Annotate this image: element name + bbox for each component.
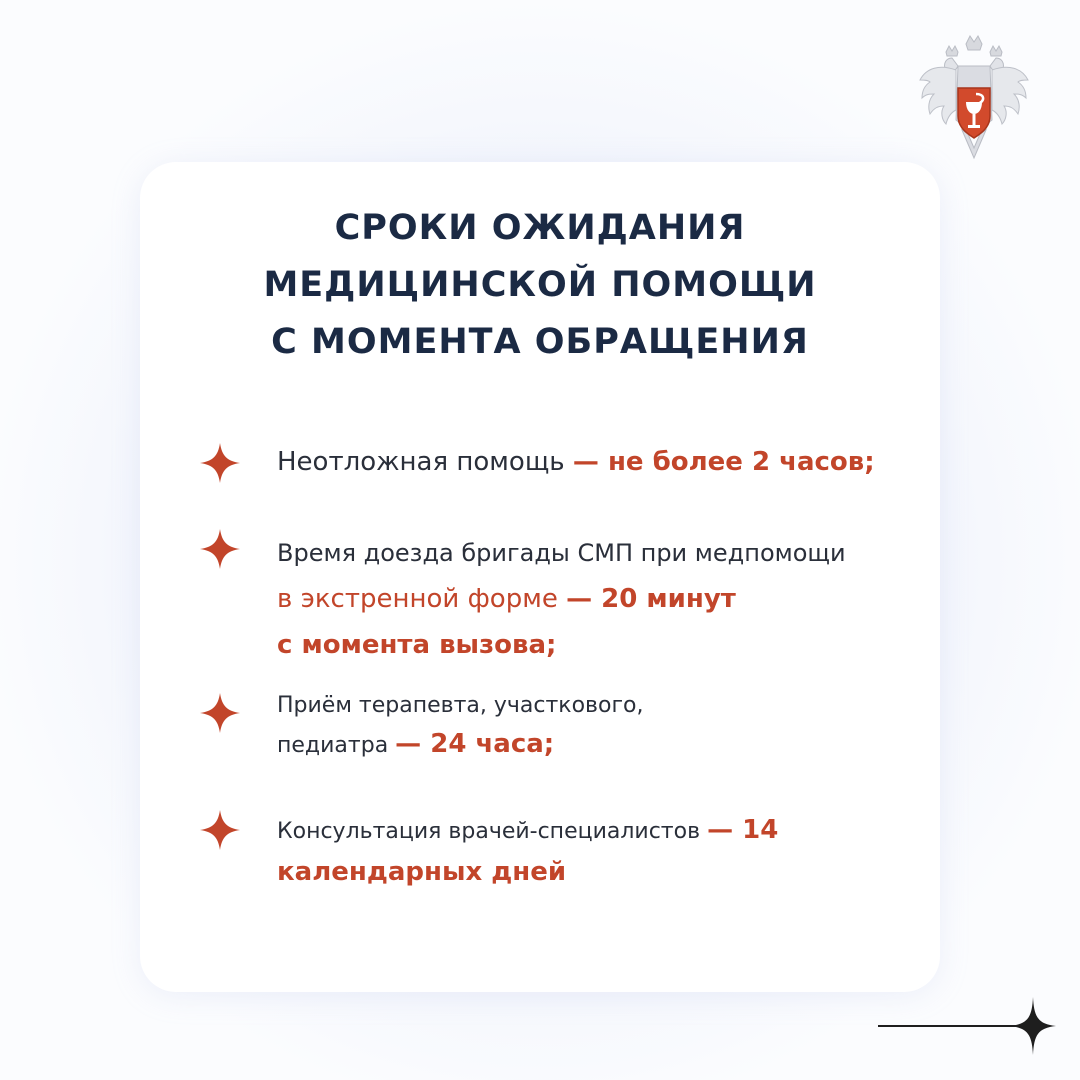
four-point-star-icon: [200, 529, 240, 569]
item-text: Неотложная помощь: [277, 447, 565, 477]
list-item: [277, 810, 778, 892]
title-line-3: С МОМЕНТА ОБРАЩЕНИЯ: [271, 322, 809, 362]
ministry-of-health-emblem-icon: [916, 30, 1032, 164]
list-item: [277, 444, 875, 480]
title-line-1: СРОКИ ОЖИДАНИЯ: [334, 208, 746, 248]
item-text: Консультация врачей-специалистов: [277, 819, 701, 844]
item-value: — 24 часа;: [395, 729, 555, 759]
four-point-star-icon: [200, 810, 240, 850]
sparkle-icon: [1010, 997, 1056, 1055]
item-text-highlight: в экстренной форме: [277, 584, 558, 614]
item-text: Приём терапевта, участкового,: [277, 693, 644, 718]
item-value: — не более 2 часов;: [572, 447, 875, 477]
list-item: [277, 530, 846, 668]
info-card: [140, 162, 940, 992]
list-item: [277, 687, 644, 765]
item-text: Время доезда бригады СМП при медпомощи: [277, 539, 846, 567]
item-value-continued: календарных дней: [277, 857, 567, 887]
item-value-continued: с момента вызова;: [277, 630, 557, 660]
four-point-star-icon: [200, 443, 240, 483]
decorative-line: [878, 1025, 1018, 1027]
item-value: — 20 минут: [566, 584, 736, 614]
item-value: — 14: [707, 815, 779, 845]
item-text-continued: педиатра: [277, 733, 389, 758]
four-point-star-icon: [200, 693, 240, 733]
page-title: [140, 200, 940, 371]
title-line-2: МЕДИЦИНСКОЙ ПОМОЩИ: [263, 265, 817, 305]
